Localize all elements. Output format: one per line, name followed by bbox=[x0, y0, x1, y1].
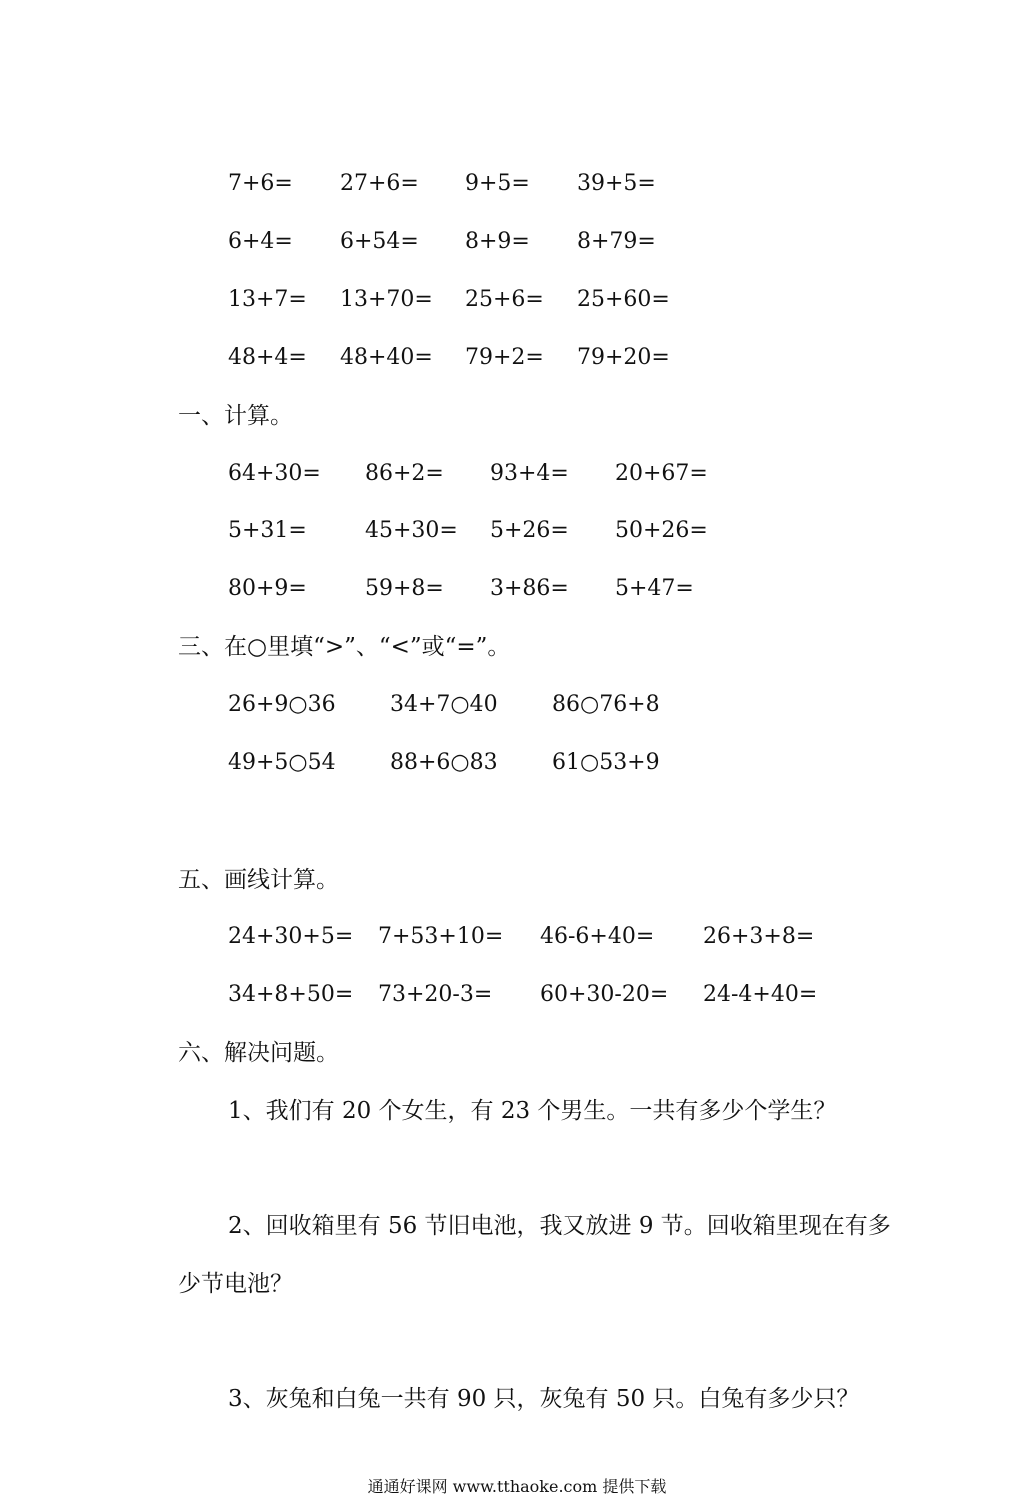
word-problem-1: 1、我们有 20 个女生，有 23 个男生。一共有多少个学生？ bbox=[228, 1098, 837, 1124]
problem-cell: 79+2= bbox=[465, 345, 544, 370]
problem-cell: 6+54= bbox=[340, 229, 419, 254]
problem-cell: 8+9= bbox=[465, 229, 530, 254]
problem-cell: 5+26= bbox=[490, 518, 569, 543]
problem-cell: 5+31= bbox=[228, 518, 307, 543]
problem-cell: 7+53+10= bbox=[378, 924, 504, 949]
problem-cell: 26+3+8= bbox=[703, 924, 815, 949]
word-problem-3: 3、灰兔和白兔一共有 90 只，灰兔有 50 只。白兔有多少只？ bbox=[228, 1386, 860, 1412]
problem-cell: 39+5= bbox=[577, 171, 656, 196]
problem-cell: 34+8+50= bbox=[228, 982, 354, 1007]
section-heading-word-problems: 六、解决问题。 bbox=[178, 1040, 339, 1066]
compare-cell: 49+5○54 bbox=[228, 750, 336, 775]
problem-cell: 86+2= bbox=[365, 461, 444, 486]
problem-cell: 5+47= bbox=[615, 576, 694, 601]
compare-cell: 34+7○40 bbox=[390, 692, 498, 717]
compare-cell: 86○76+8 bbox=[552, 692, 660, 717]
problem-cell: 25+6= bbox=[465, 287, 544, 312]
problem-cell: 45+30= bbox=[365, 518, 458, 543]
problem-cell: 8+79= bbox=[577, 229, 656, 254]
word-problem-2-line1: 2、回收箱里有 56 节旧电池，我又放进 9 节。回收箱里现在有多 bbox=[228, 1213, 891, 1239]
problem-cell: 48+4= bbox=[228, 345, 307, 370]
problem-cell: 24+30+5= bbox=[228, 924, 354, 949]
problem-cell: 59+8= bbox=[365, 576, 444, 601]
compare-cell: 26+9○36 bbox=[228, 692, 336, 717]
problem-cell: 79+20= bbox=[577, 345, 670, 370]
problem-cell: 7+6= bbox=[228, 171, 293, 196]
section-heading-line-calc: 五、画线计算。 bbox=[178, 867, 339, 893]
problem-cell: 6+4= bbox=[228, 229, 293, 254]
problem-cell: 3+86= bbox=[490, 576, 569, 601]
problem-cell: 27+6= bbox=[340, 171, 419, 196]
footer-credit: 通通好课网 www.tthaoke.com 提供下载 bbox=[367, 1477, 667, 1496]
problem-cell: 64+30= bbox=[228, 461, 321, 486]
problem-cell: 25+60= bbox=[577, 287, 670, 312]
problem-cell: 13+7= bbox=[228, 287, 307, 312]
problem-cell: 73+20-3= bbox=[378, 982, 493, 1007]
problem-cell: 13+70= bbox=[340, 287, 433, 312]
compare-cell: 61○53+9 bbox=[552, 750, 660, 775]
word-problem-2-line2: 少节电池？ bbox=[178, 1271, 293, 1297]
problem-cell: 50+26= bbox=[615, 518, 708, 543]
problem-cell: 80+9= bbox=[228, 576, 307, 601]
problem-cell: 48+40= bbox=[340, 345, 433, 370]
problem-cell: 9+5= bbox=[465, 171, 530, 196]
section-heading-compare: 三、在○里填“>”、“<”或“=”。 bbox=[178, 634, 511, 660]
problem-cell: 24-4+40= bbox=[703, 982, 818, 1007]
compare-cell: 88+6○83 bbox=[390, 750, 498, 775]
problem-cell: 20+67= bbox=[615, 461, 708, 486]
problem-cell: 93+4= bbox=[490, 461, 569, 486]
problem-cell: 60+30-20= bbox=[540, 982, 669, 1007]
section-heading-calculate: 一、计算。 bbox=[178, 403, 293, 429]
problem-cell: 46-6+40= bbox=[540, 924, 655, 949]
